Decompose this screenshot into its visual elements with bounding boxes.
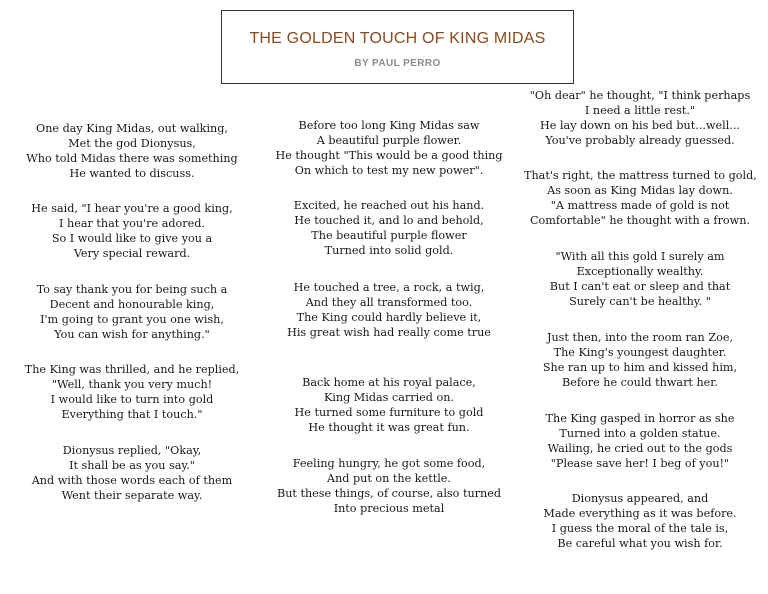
poem-line: Before too long King Midas saw (298, 119, 480, 132)
poem-line: Back home at his royal palace, (302, 376, 476, 389)
poem-line: You can wish for anything." (54, 328, 210, 341)
poem-line: The beautiful purple flower (311, 229, 467, 242)
poem-line: Exceptionally wealthy. (576, 265, 704, 278)
poem-line: Into precious metal (333, 502, 445, 515)
poem-line: He thought it was great fun. (308, 421, 470, 434)
poem-line: And they all transformed too. (305, 296, 473, 309)
document-author: BY PAUL PERRO (354, 58, 441, 69)
poem-line: It shall be as you say." (69, 459, 195, 472)
title-box (221, 10, 574, 84)
poem-line: The King's youngest daughter. (553, 346, 727, 359)
poem-line: King Midas carried on. (323, 391, 455, 404)
stanza (22, 443, 242, 503)
poem-line: He touched it, and lo and behold, (294, 214, 484, 227)
poem-line: "Oh dear" he thought, "I think perhaps (529, 89, 751, 102)
poem-line: The King could hardly believe it, (296, 311, 482, 324)
poem-line: Met the god Dionysus, (68, 137, 196, 150)
poem-line: Excited, he reached out his hand. (293, 199, 485, 212)
poem-line: On which to test my new power". (294, 164, 484, 177)
poem-line: Went their separate way. (61, 489, 203, 502)
stanza (22, 201, 242, 261)
poem-line: So I would like to give you a (51, 232, 213, 245)
stanza (524, 88, 756, 148)
stanza (524, 330, 756, 390)
poem-line: Be careful what you wish for. (557, 537, 723, 550)
stanza (274, 118, 504, 178)
poem-line: "Well, thank you very much! (51, 378, 213, 391)
poem-line: Decent and honourable king, (49, 298, 215, 311)
poem-line: Feeling hungry, he got some food, (292, 457, 486, 470)
poem-line: Very special reward. (73, 247, 191, 260)
poem-line: The King was thrilled, and he replied, (24, 363, 240, 376)
stanza (524, 249, 756, 309)
poem-line: I need a little rest." (584, 104, 696, 117)
stanza (274, 375, 504, 435)
poem-line: He turned some furniture to gold (294, 406, 484, 419)
poem-line: Turned into solid gold. (324, 244, 454, 257)
poem-line: As soon as King Midas lay down. (547, 184, 733, 197)
poem-line: Wailing, he cried out to the gods (547, 442, 733, 455)
poem-line: He said, "I hear you're a good king, (31, 202, 233, 215)
poem-line: He lay down on his bed but...well... (540, 119, 740, 132)
stanza (274, 280, 504, 340)
poem-line: Before he could thwart her. (562, 376, 718, 389)
poem-line: And put on the kettle. (327, 472, 451, 485)
poem-line: But these things, of course, also turned (277, 487, 501, 500)
poem-line: "With all this gold I surely am (555, 250, 725, 263)
poem-line: Turned into a golden statue. (559, 427, 721, 440)
poem-line: He thought "This would be a good thing (275, 149, 503, 162)
poem-line: Dionysus appeared, and (571, 492, 709, 505)
poem-line: "A mattress made of gold is not (550, 199, 730, 212)
poem-line: That's right, the mattress turned to gold, (524, 169, 757, 182)
poem-line: Dionysus replied, "Okay, (62, 444, 202, 457)
poem-line: A beautiful purple flower. (316, 134, 462, 147)
poem-line: He touched a tree, a rock, a twig, (293, 281, 485, 294)
poem-line: Just then, into the room ran Zoe, (546, 331, 734, 344)
stanza (524, 491, 756, 551)
stanza (274, 456, 504, 516)
poem-line: Surely can't be healthy. " (569, 295, 711, 308)
poem-line: To say thank you for being such a (36, 283, 228, 296)
stanza (22, 121, 242, 181)
poem-line: She ran up to him and kissed him, (542, 361, 738, 374)
poem-line: I would like to turn into gold (50, 393, 214, 406)
poem-line: Made everything as it was before. (543, 507, 737, 520)
poem-line: One day King Midas, out walking, (36, 122, 228, 135)
poem-line: And with those words each of them (31, 474, 233, 487)
poem-line: He wanted to discuss. (69, 167, 195, 180)
poem-line: The King gasped in horror as she (545, 412, 735, 425)
poem-line: But I can't eat or sleep and that (549, 280, 731, 293)
poem-line: I guess the moral of the tale is, (551, 522, 729, 535)
stanza (524, 168, 756, 228)
poem-line: His great wish had really come true (287, 326, 491, 339)
stanza (22, 362, 242, 422)
poem-line: You've probably already guessed. (545, 134, 735, 147)
poem-line: Who told Midas there was something (26, 152, 238, 165)
stanza (22, 282, 242, 342)
stanza (524, 411, 756, 471)
document-title: THE GOLDEN TOUCH OF KING MIDAS (249, 30, 546, 47)
poem-line: Comfortable" he thought with a frown. (530, 214, 750, 227)
stanza (274, 198, 504, 258)
poem-line: I hear that you're adored. (59, 217, 205, 230)
poem-line: I'm going to grant you one wish, (40, 313, 224, 326)
poem-line: "Please save her! I beg of you!" (550, 457, 730, 470)
poem-line: Everything that I touch." (61, 408, 203, 421)
